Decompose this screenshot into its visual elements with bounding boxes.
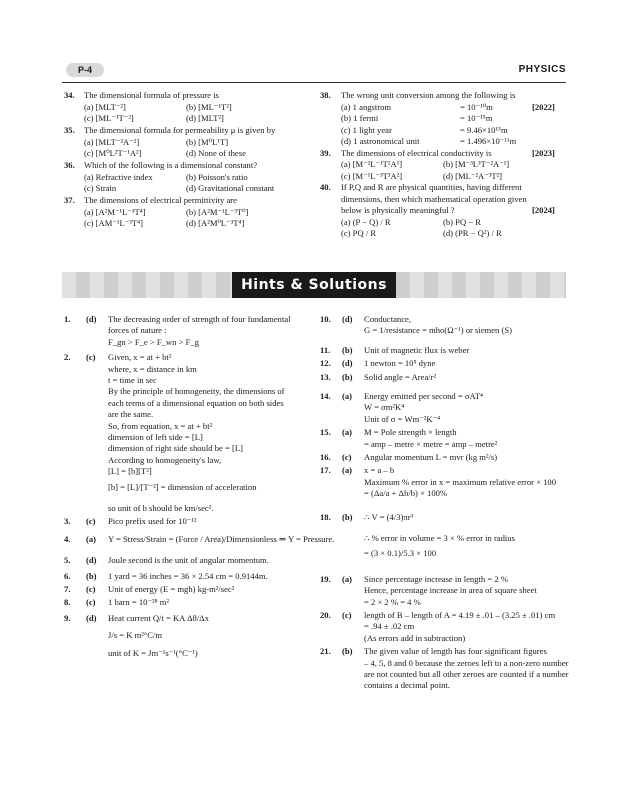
- solution-text: Pico prefix used for 10⁻¹²: [108, 516, 197, 527]
- option: (b) [A²M⁻¹L⁻³T⁰]: [186, 206, 249, 217]
- solution-answer: (c): [86, 516, 96, 527]
- solution-text: Since percentage increase in length = 2 %: [364, 573, 508, 584]
- solution-text: Joule second is the unit of angular momentum.: [108, 555, 269, 566]
- solution-text: W = σm²K⁴: [364, 402, 405, 413]
- solution-number: 21.: [320, 646, 331, 657]
- option: (b) PQ − R: [443, 216, 482, 227]
- solution-text: Heat current Q/t = KA Δθ/Δx: [108, 612, 209, 623]
- solution-answer: (b): [342, 646, 353, 657]
- option: (c) PQ / R: [341, 228, 377, 238]
- solution-text: [b] = [L]/[T⁻²] = dimension of acceleration: [108, 481, 257, 492]
- solution-number: 3.: [64, 516, 71, 527]
- option: (a) (P − Q) / R: [341, 216, 391, 227]
- option: (a) [MLT⁻²A⁻²]: [84, 136, 140, 147]
- option: (b) [ML⁻¹T²]: [186, 101, 232, 112]
- solution-text: length of B – length of A = 4.19 ± .01 – (3.25 ± .01) cm: [364, 610, 556, 620]
- question-number: 36.: [64, 160, 75, 170]
- option: (a) [M⁻²L⁻¹T²A¹]: [341, 159, 403, 169]
- option: (b) Poisson's ratio: [186, 171, 248, 182]
- solution-text: – 4, 5, 8 and 0 because the zeroes left to a non-zero number: [364, 657, 569, 668]
- solution-text: Unit of energy (E = mgh) kg-m²/sec²: [108, 584, 235, 594]
- solution-answer: (a): [342, 391, 353, 401]
- solution-text: Hence, percentage increase in area of square sheet: [364, 585, 537, 596]
- option: (d) [MLT²]: [186, 113, 224, 123]
- option: (c) [M⁰L²T⁻¹A²]: [84, 148, 142, 158]
- solution-text: forces of nature :: [108, 325, 167, 336]
- option: (d) Gravitational constant: [186, 183, 275, 193]
- solution-text: = .94 ± .02 cm: [364, 621, 415, 632]
- solution-text: x = a – b: [364, 465, 395, 476]
- solution-number: 14.: [320, 391, 331, 401]
- header-divider: [62, 82, 566, 83]
- solution-text: Angular momentum L = mvr (kg m²/s): [364, 452, 498, 462]
- solution-text: = 2 × 2 % = 4 %: [364, 596, 421, 607]
- option: (d) [ML⁻²A⁻³T²]: [443, 170, 503, 181]
- solution-text: are the same.: [108, 409, 154, 420]
- question-number: 37.: [64, 195, 75, 205]
- option-value: = 1.496×10⁻¹¹m: [460, 136, 517, 146]
- solution-number: 19.: [320, 573, 331, 584]
- option: (b) [M⁻³L³T⁻²A⁻¹]: [443, 159, 510, 169]
- question-text: The dimensions of electrical conductivity is: [341, 147, 492, 158]
- solution-number: 10.: [320, 314, 331, 324]
- solution-text: contains a decimal point.: [364, 680, 450, 691]
- solution-number: 18.: [320, 511, 331, 522]
- solution-text: J/s = K m²°C/m: [108, 630, 163, 641]
- question-text: The dimensional formula for permeability μ is given by: [84, 125, 276, 135]
- option-value: = 10⁻¹⁰m: [460, 101, 493, 112]
- year-tag: [2022]: [532, 101, 555, 112]
- solution-number: 7.: [64, 584, 71, 594]
- solution-text: ∴ % error in volume = 3 × % error in radius: [364, 533, 515, 543]
- solution-number: 15.: [320, 427, 331, 438]
- option: (d) (PR − Q²) / R: [443, 228, 502, 238]
- option: (c) [M⁻¹L⁻³T³A²]: [341, 170, 403, 181]
- solution-text: The decreasing order of strength of four fundamental: [108, 314, 291, 324]
- question-number: 38.: [320, 90, 331, 100]
- question-text: If P,Q and R are physical quantities, having different: [341, 182, 522, 192]
- hints-solutions-banner: [62, 272, 566, 298]
- solution-text: (As errors add in subtraction): [364, 632, 466, 643]
- solution-text: G = 1/resistance = mho(Ω⁻¹) or siemen (S): [364, 325, 513, 336]
- solution-text: 1 yard = 36 inches = 36 × 2.54 cm = 0.9144m.: [108, 570, 268, 581]
- solution-text: where, x = distance in km: [108, 363, 197, 374]
- subject-title: PHYSICS: [518, 64, 566, 75]
- solution-answer: (d): [342, 358, 353, 369]
- solution-number: 20.: [320, 610, 331, 620]
- option: (a) Refractive index: [84, 171, 153, 182]
- solution-number: 9.: [64, 612, 71, 623]
- solution-text: dimension of left side = [L]: [108, 432, 203, 442]
- solution-text: so unit of b should be km/sec².: [108, 503, 214, 513]
- solution-number: 12.: [320, 358, 331, 369]
- solution-answer: (a): [342, 573, 353, 584]
- solution-text: 1 barn = 10⁻²⁸ m²: [108, 597, 169, 608]
- solution-number: 4.: [64, 533, 71, 544]
- solution-number: 6.: [64, 570, 71, 581]
- solution-text: Conductance,: [364, 314, 412, 324]
- option: (b) [M⁰L¹T]: [186, 136, 229, 147]
- question-text: Which of the following is a dimensional constant?: [84, 160, 258, 170]
- solution-text: = (3 × 0.1)/5.3 × 100: [364, 548, 437, 559]
- solution-text: ∴ V = (4/3)πr³: [364, 511, 414, 522]
- solution-answer: (c): [86, 584, 96, 594]
- solution-answer: (a): [342, 427, 353, 438]
- question-text: dimensions, then which mathematical operation given: [341, 193, 527, 204]
- solution-text: each terms of a dimensional equation on both sides: [108, 397, 284, 408]
- solution-answer: (b): [342, 511, 353, 522]
- page-number: P-4: [66, 63, 104, 77]
- solution-answer: (b): [342, 371, 353, 382]
- solution-answer: (c): [342, 452, 352, 462]
- question-text: The dimensional formula of pressure is: [84, 90, 219, 100]
- question-number: 34.: [64, 90, 75, 100]
- solution-number: 8.: [64, 597, 71, 608]
- solution-text: So, from equation, x = at + bt²: [108, 420, 213, 431]
- option: (a) [MLT⁻²]: [84, 101, 126, 112]
- solution-text: M = Pole strength × length: [364, 427, 457, 438]
- solution-text: Given, x = at + bt²: [108, 352, 172, 363]
- solution-text: 1 newton = 10⁵ dyne: [364, 358, 436, 369]
- solution-text: Unit of magnetic flux is weber: [364, 344, 470, 355]
- option-value: = 10⁻¹⁵m: [460, 113, 493, 123]
- solution-text: Solid angle = Area/r²: [364, 371, 437, 382]
- option: (d) [A²M⁰L⁻³T⁴]: [186, 218, 245, 228]
- solution-number: 13.: [320, 371, 331, 382]
- solution-answer: (b): [342, 344, 353, 355]
- option: (a) 1 angstrom: [341, 101, 392, 112]
- banner-pattern-left: [62, 272, 232, 298]
- solution-text: [L] = [b][T²]: [108, 466, 152, 477]
- option: (d) 1 astronomical unit: [341, 136, 420, 146]
- solution-number: 17.: [320, 465, 331, 476]
- option-value: = 9.46×10¹⁵m: [460, 124, 508, 135]
- banner-pattern-right: [396, 272, 566, 298]
- solution-answer: (a): [342, 465, 353, 476]
- solution-number: 2.: [64, 352, 71, 363]
- solution-answer: (d): [86, 555, 97, 566]
- question-number: 39.: [320, 147, 331, 158]
- solution-answer: (c): [86, 352, 96, 363]
- solution-text: By the principle of homogeneity, the dimensions of: [108, 386, 285, 397]
- option: (b) 1 fermi: [341, 113, 379, 123]
- solution-text: Y = Stress/Strain = (Force / Area)/Dimensionless ⇒ Y = Pressure.: [108, 533, 335, 544]
- option: (c) [AM⁻¹L⁻³T⁴]: [84, 218, 143, 228]
- question-text: The dimensions of electrical permittivity are: [84, 195, 237, 205]
- solution-text: Energy emitted per second = σAT⁴: [364, 391, 483, 401]
- question-text: below is physically meaningful ?: [341, 205, 455, 215]
- solution-text: = amp – metre × metre = amp – metre²: [364, 438, 498, 449]
- solution-text: = (Δa/a + Δb/b) × 100%: [364, 488, 448, 499]
- solution-text: The given value of length has four significant figures: [364, 646, 547, 657]
- solution-number: 11.: [320, 344, 331, 355]
- solution-text: Unit of σ = Wm⁻²K⁻⁴: [364, 413, 441, 424]
- option: (d) None of these: [186, 148, 246, 158]
- solution-text: F_gn > F_e > F_wn > F_g: [108, 336, 199, 347]
- year-tag: [2023]: [532, 147, 555, 158]
- option: (c) 1 light year: [341, 124, 392, 135]
- solution-answer: (a): [86, 533, 97, 544]
- option: (c) [ML⁻¹T⁻²]: [84, 113, 134, 123]
- solution-answer: (c): [86, 597, 96, 608]
- solution-text: unit of K = Jm⁻¹s⁻¹(°C⁻¹): [108, 647, 198, 658]
- year-tag: [2024]: [532, 205, 555, 215]
- solution-text: dimension of right side should be = [L]: [108, 443, 243, 454]
- question-number: 35.: [64, 125, 75, 135]
- solution-answer: (c): [342, 610, 352, 620]
- option: (c) Strain: [84, 183, 117, 193]
- solution-number: 5.: [64, 555, 71, 566]
- solution-text: are not counted but all other zeroes are counted if a number: [364, 669, 569, 679]
- banner-title: Hints & Solutions: [232, 272, 396, 298]
- question-number: 40.: [320, 182, 331, 192]
- solution-text: t = time in sec: [108, 375, 157, 385]
- solution-text: According to homogeneity's law,: [108, 454, 222, 465]
- option: (a) [A²M⁻¹L⁻³T⁴]: [84, 206, 146, 217]
- solution-text: Maximum % error in x = maximum relative error × 100: [364, 476, 557, 487]
- solution-number: 16.: [320, 452, 331, 462]
- solution-answer: (d): [86, 314, 97, 324]
- solution-number: 1.: [64, 314, 71, 324]
- solution-answer: (d): [86, 612, 97, 623]
- solution-answer: (d): [342, 314, 353, 324]
- question-text: The wrong unit conversion among the following is: [341, 90, 516, 100]
- solution-answer: (b): [86, 570, 97, 581]
